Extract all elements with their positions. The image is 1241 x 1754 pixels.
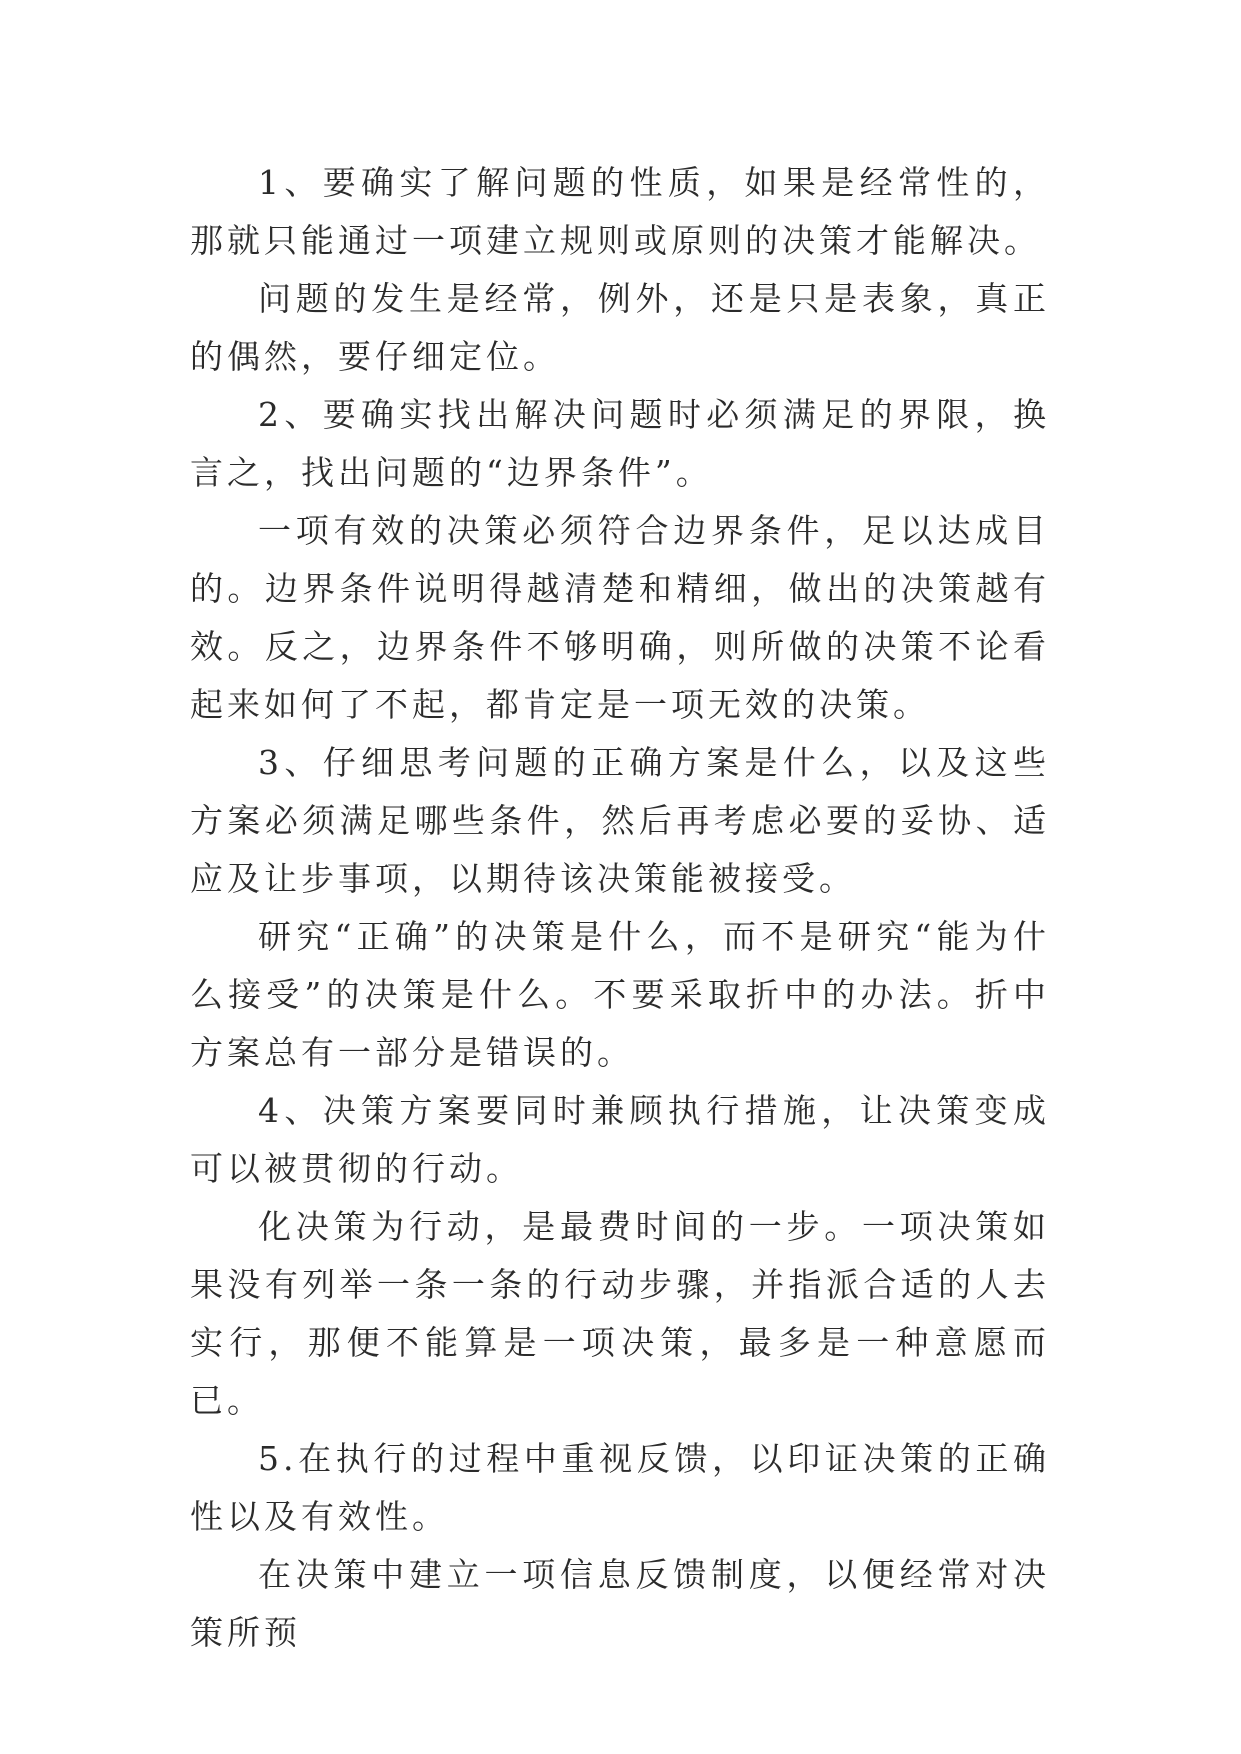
paragraph-9: 5.在执行的过程中重视反馈，以印证决策的正确性以及有效性。 — [190, 1439, 1050, 1536]
paragraph-6: 研究“正确”的决策是什么，而不是研究“能为什么接受”的决策是什么。不要采取折中的办法。折中方案总有一部分是错误的。 — [190, 917, 1050, 1072]
paragraph-8: 化决策为行动，是最费时间的一步。一项决策如果没有列举一条一条的行动步骤，并指派合适的人去实行，那便不能算是一项决策，最多是一种意愿而已。 — [190, 1207, 1050, 1420]
paragraph-3: 2、要确实找出解决问题时必须满足的界限，换言之，找出问题的“边界条件”。 — [190, 395, 1050, 492]
paragraph-2: 问题的发生是经常，例外，还是只是表象，真正的偶然，要仔细定位。 — [190, 279, 1050, 376]
document-body — [190, 154, 1050, 1662]
paragraph-10: 在决策中建立一项信息反馈制度，以便经常对决策所预 — [190, 1555, 1050, 1652]
paragraph-1: 1、要确实了解问题的性质，如果是经常性的，那就只能通过一项建立规则或原则的决策才能解决。 — [190, 163, 1050, 260]
paragraph-4: 一项有效的决策必须符合边界条件，足以达成目的。边界条件说明得越清楚和精细，做出的决策越有效。反之，边界条件不够明确，则所做的决策不论看起来如何了不起，都肯定是一项无效的决策。 — [190, 511, 1050, 724]
paragraph-5: 3、仔细思考问题的正确方案是什么，以及这些方案必须满足哪些条件，然后再考虑必要的妥协、适应及让步事项，以期待该决策能被接受。 — [190, 743, 1050, 898]
paragraph-7: 4、决策方案要同时兼顾执行措施，让决策变成可以被贯彻的行动。 — [190, 1091, 1050, 1188]
